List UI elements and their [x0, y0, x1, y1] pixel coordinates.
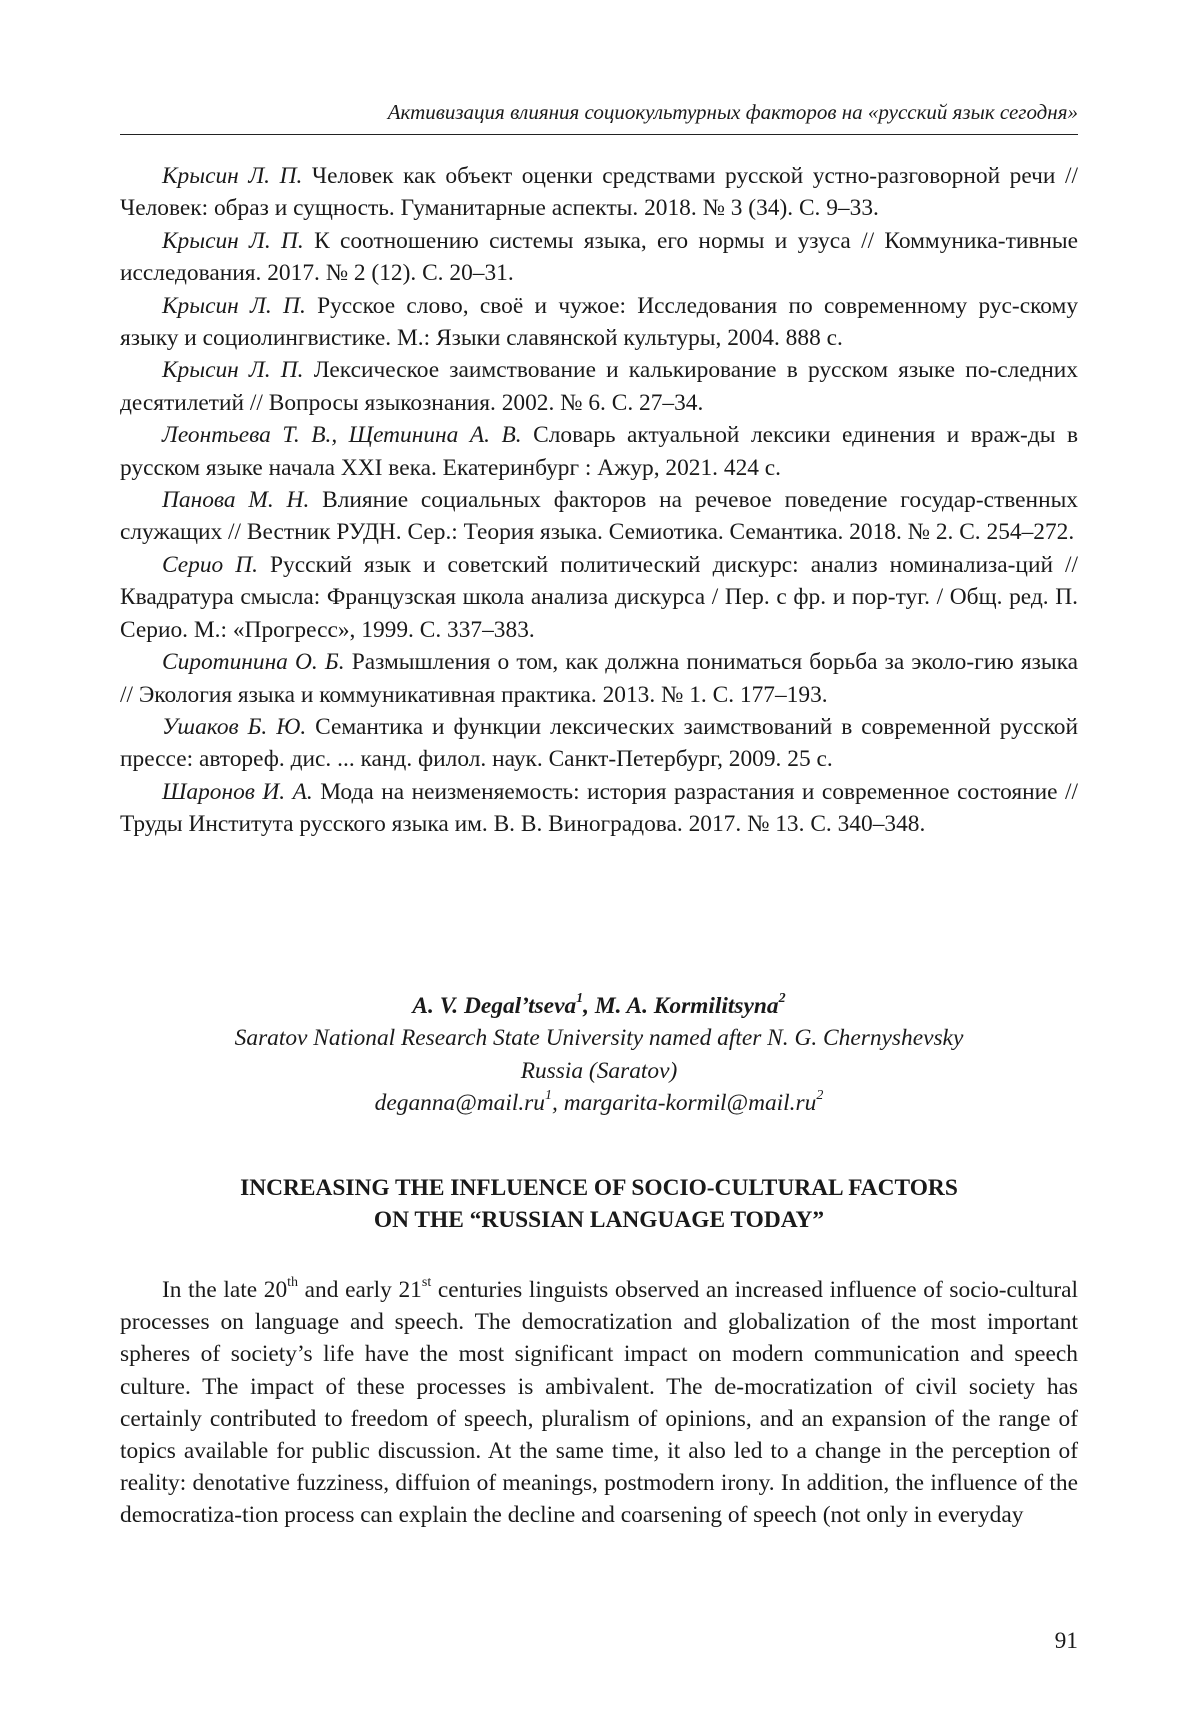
reference-text: К соотношению системы языка, его нормы и узуса // Коммуника-тивные исследования. 2017. № 2 (12). С. 20–31.: [120, 227, 1078, 287]
author-1: A. V. Degal’tseva: [412, 993, 577, 1019]
reference-text: Русское слово, своё и чужое: Исследования по современному рус-скому языку и социолингвистике. М.: Языки славянской культуры, 2004. 888 с.: [120, 292, 1079, 352]
reference-text: Влияние социальных факторов на речевое поведение государ-ственных служащих // Вестник РУДН. Сер.: Теория языка. Семиотика. Семантика. 2018. № 2. С. 254–272.: [120, 487, 1078, 546]
reference-item: [120, 160, 1078, 225]
reference-author: Крысин Л. П.: [162, 357, 304, 384]
author-2: M. A. Kormilitsyna: [594, 993, 779, 1019]
abstract-text-2: and early 21: [298, 1277, 422, 1303]
email-1-mark: 1: [544, 1088, 552, 1104]
reference-item: [120, 711, 1078, 776]
page: [120, 0, 1078, 1710]
page-number: 91: [1054, 1628, 1078, 1654]
abstract-text-3: centuries linguists observed an increased influence of socio-cultural processes on language and speech. The democratization and globalization of the most important spheres of society’s life have the most significant impact on modern communication and speech culture. The impact of these processes is ambivalent. The de-mocratization of civil society has certainly contributed to freedom of speech, pluralism of opinions, and an expansion of the range of topics available for public discussion. At the same time, it also led to a change in the perception of reality: denotative fuzziness, diffuion of meanings, postmodern irony. In addition, the influence of the democratiza-tion process can explain the decline and coarsening of speech (not only in everyday: [120, 1277, 1078, 1529]
reference-item: [120, 484, 1078, 549]
email-2[interactable]: margarita-kormil@mail.ru: [563, 1090, 817, 1117]
author-1-affiliation-mark: 1: [576, 991, 584, 1007]
reference-item: [120, 419, 1078, 484]
header-rule: [120, 134, 1078, 135]
reference-item: [120, 225, 1078, 290]
reference-text: Размышления о том, как должна пониматься борьба за эколо-гию языка // Экология языка и коммуникативная практика. 2013. № 1. С. 177–193.: [120, 649, 1079, 708]
reference-item: [120, 290, 1078, 355]
reference-text: Лексическое заимствование и калькирование в русском языке по-следних десятилетий // Вопросы языкознания. 2002. № 6. С. 27–34.: [120, 357, 1078, 416]
abstract-text-1: In the late 20: [162, 1277, 288, 1303]
email-1[interactable]: deganna@mail.ru: [374, 1090, 545, 1117]
abstract-paragraph: [120, 1274, 1078, 1532]
author-byline: [120, 990, 1078, 1120]
ordinal-suffix: st: [421, 1275, 432, 1291]
reference-author: Шаронов И. А.: [162, 778, 313, 805]
reference-text: Семантика и функции лексических заимствований в современной русской прессе: автореф. дис. ... канд. филол. наук. Санкт-Петербург, 2009. 25 с.: [120, 713, 1078, 773]
reference-text: Русский язык и советский политический дискурс: анализ номинализа-ций // Квадратура смысла: Французская школа анализа дискурса / Пер. с фр. и пор-туг. / Общ. ред. П. Серио. М.: «Прогресс», 1999. С. 337–383.: [120, 551, 1078, 643]
reference-author: Сиротинина О. Б.: [162, 649, 345, 676]
reference-text: Мода на неизменяемость: история разрастания и современное состояние // Труды Института русского языка им. В. В. Виноградова. 2017. № 13. С. 340–348.: [120, 778, 1078, 838]
email-2-mark: 2: [816, 1088, 824, 1104]
reference-item: [120, 549, 1078, 646]
author-names: [120, 990, 1078, 1022]
reference-author: Панова М. Н.: [162, 487, 310, 514]
running-head: Активизация влияния социокультурных факторов на «русский язык сегодня»: [387, 100, 1078, 124]
author-separator: ,: [583, 993, 595, 1019]
affiliation: Saratov National Research State University named after N. G. Chernyshevsky: [234, 1025, 964, 1052]
location: Russia (Saratov): [520, 1057, 678, 1084]
email-separator: ,: [551, 1090, 564, 1117]
emails: [120, 1087, 1078, 1119]
reference-item: [120, 354, 1078, 419]
reference-author: Крысин Л. П.: [162, 227, 304, 254]
reference-text: Словарь актуальной лексики единения и враж-ды в русском языке начала XXI века. Екатеринбург : Ажур, 2021. 424 с.: [120, 422, 1078, 481]
reference-author: Крысин Л. П.: [162, 163, 303, 189]
reference-text: Человек как объект оценки средствами русской устно-разговорной речи // Человек: образ и сущность. Гуманитарные аспекты. 2018. № 3 (34). С. 9–33.: [120, 163, 1079, 222]
reference-author: Крысин Л. П.: [162, 292, 306, 319]
author-2-affiliation-mark: 2: [778, 991, 786, 1007]
reference-item: [120, 646, 1078, 711]
article-title-line-1: INCREASING THE INFLUENCE OF SOCIO-CULTURAL FACTORS: [240, 1175, 958, 1201]
article-title: [120, 1172, 1078, 1237]
reference-item: [120, 776, 1078, 841]
reference-author: Ушаков Б. Ю.: [162, 713, 307, 740]
ordinal-suffix: th: [287, 1275, 299, 1291]
reference-author: Леонтьева Т. В., Щетинина А. В.: [162, 422, 522, 449]
reference-list: [120, 160, 1078, 841]
reference-author: Серио П.: [162, 551, 258, 578]
article-title-line-2: ON THE “RUSSIAN LANGUAGE TODAY”: [373, 1207, 825, 1234]
